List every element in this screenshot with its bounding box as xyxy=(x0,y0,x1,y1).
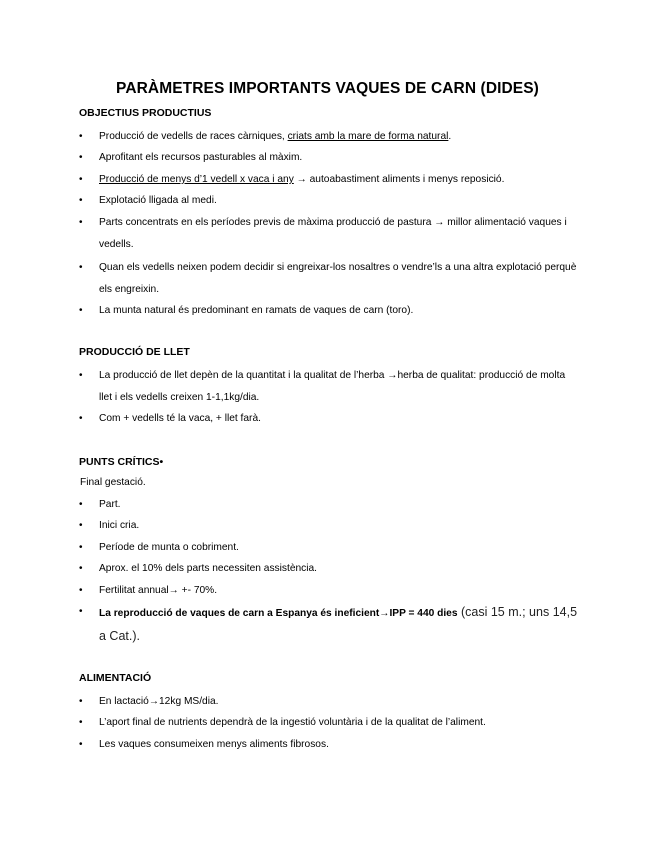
list-item-text: Aprofitant els recursos pasturables al màxim. xyxy=(99,152,303,163)
list-item-text: Part. xyxy=(99,499,121,510)
list-item-text: Explotació lligada al medi. xyxy=(99,195,217,206)
bullet-icon: • xyxy=(79,305,83,316)
bullet-icon: • xyxy=(79,370,83,381)
page-title: PARÀMETRES IMPORTANTS VAQUES DE CARN (DIDES) xyxy=(116,80,539,97)
bullet-icon: • xyxy=(79,520,83,531)
bullet-icon: • xyxy=(79,195,83,206)
list-item-text: La producció de llet depèn de la quantitat i la qualitat de l’herba →herba de qualitat: producció de molta llet i els vedells creixen 1-1,1kg/dia. xyxy=(99,370,566,403)
bullet-icon: • xyxy=(79,542,83,553)
list-item-text: Fertilitat annual→ +- 70%. xyxy=(99,585,218,596)
bullet-icon: • xyxy=(79,499,83,510)
heading-objectius: OBJECTIUS PRODUCTIUS xyxy=(79,107,212,119)
bullet-icon: • xyxy=(79,152,83,163)
bullet-icon: • xyxy=(79,131,83,142)
heading-alimentacio: ALIMENTACIÓ xyxy=(79,672,152,684)
list-item-text: L’aport final de nutrients dependrà de la ingestió voluntària i de la qualitat de l’aliment. xyxy=(99,717,486,728)
bullet-icon: • xyxy=(79,262,83,273)
bullet-icon: • xyxy=(79,717,83,728)
list-item-text: Producció de vedells de races càrniques, criats amb la mare de forma natural. xyxy=(99,131,452,142)
list-item-text: Inici cria. xyxy=(99,520,140,531)
list-item-text: En lactació→12kg MS/dia. xyxy=(99,696,219,707)
intro-text: Final gestació. xyxy=(80,477,146,488)
bullet-icon: • xyxy=(79,585,83,596)
list-item-text: Quan els vedells neixen podem decidir si engreixar-los nosaltres o vendre’ls a una altra explotació perquè els engreixin. xyxy=(99,262,577,295)
heading-punts-critics: PUNTS CRÍTICS• xyxy=(79,456,164,468)
bullet-icon: • xyxy=(79,174,83,185)
list-item-text: Període de munta o cobriment. xyxy=(99,542,239,553)
bullet-icon: • xyxy=(79,696,83,707)
bullet-icon: • xyxy=(79,413,83,424)
bullet-icon: • xyxy=(79,606,83,617)
list-item-text: Les vaques consumeixen menys aliments fibrosos. xyxy=(99,739,329,750)
list-item-text: Com + vedells té la vaca, + llet farà. xyxy=(99,413,261,424)
bullet-icon: • xyxy=(79,739,83,750)
heading-produccio-llet: PRODUCCIÓ DE LLET xyxy=(79,346,190,358)
bullet-icon: • xyxy=(79,217,83,228)
list-item-text: Parts concentrats en els períodes previs de màxima producció de pastura → millor alimentació vaques i vedells. xyxy=(99,217,567,250)
bullet-icon: • xyxy=(79,563,83,574)
list-item-text: La munta natural és predominant en ramats de vaques de carn (toro). xyxy=(99,305,414,316)
list-item-text: La reproducció de vaques de carn a Espanya és ineficient→IPP = 440 dies (casi 15 m.; uns 14,5 a Cat.). xyxy=(99,605,578,643)
list-item-text: Producció de menys d’1 vedell x vaca i any → autoabastiment aliments i menys reposició. xyxy=(99,174,505,185)
list-item-text: Aprox. el 10% dels parts necessiten assistència. xyxy=(99,563,318,574)
